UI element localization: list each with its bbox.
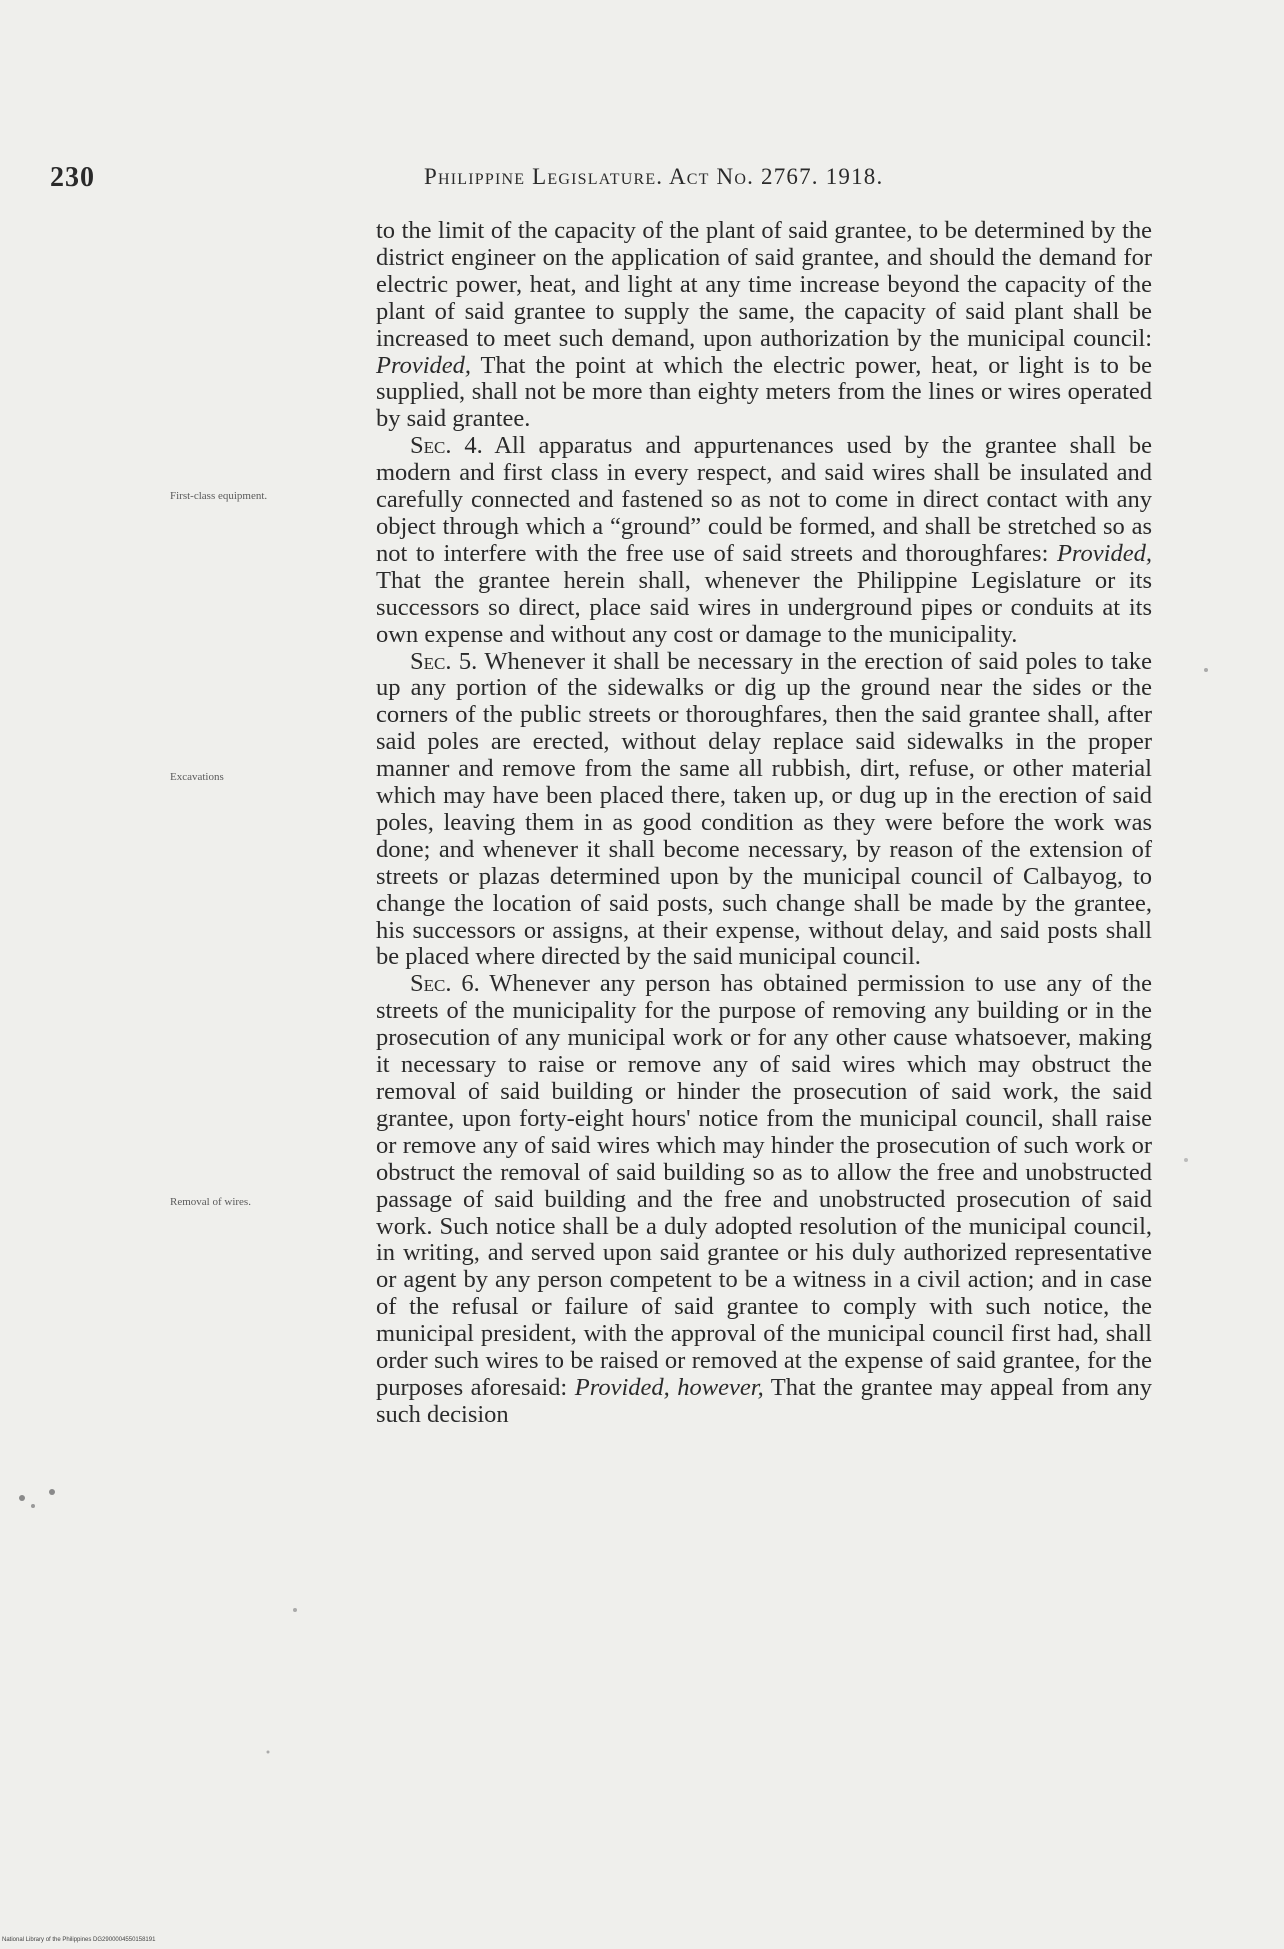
running-head: Philippine Legislature. Act No. 2767. 1918. [424,164,884,189]
section-label: Sec. 5. [410,647,478,675]
margin-note-removal-of-wires: Removal of wires. [170,1196,251,1208]
section-4: Sec. 4. All apparatus and appurtenances used by the grantee shall be modern and first class in every respect, and said wires shall be insulated and carefully connected and fastened so as not to come in direct contact with any object through which a “ground” could be formed, and shall be stretched so as not to interfere with the free use of said streets and thoroughfares: Provided, That the grantee herein shall, whenever the Philippine Legislature or its successors so direct, place said wires in underground pipes or conduits at its own expense and without any cost or damage to the municipality. [376,432,1152,648]
section-label: Sec. 6. [410,970,480,998]
footer-credit: National Library of the Philippines DG2900004550158191 [2,1937,156,1943]
section-5: Sec. 5. Whenever it shall be necessary in the erection of said poles to take up any portion of the sidewalks or dig up the ground near the sides or the corners of the public streets or thoroughfares, then the said grantee shall, after said poles are erected, without delay replace said sidewalks in the proper manner and remove from the same all rubbish, dirt, refuse, or other material which may have been placed there, taken up, or dug up in the erection of said poles, leaving them in as good condition as they were before the work was done; and whenever it shall become necessary, by reason of the extension of streets or plazas determined upon by the municipal council of Calbayog, to change the location of said posts, such change shall be made by the grantee, his successors or assigns, at their expense, without delay, and said posts shall be placed where directed by the said municipal council. [376,647,1152,971]
proviso-italic: Provided, however, [574,1373,764,1401]
margin-note-first-class-equipment: First-class equipment. [170,490,268,502]
margin-note-excavations: Excavations [170,771,224,783]
section-label: Sec. 4. [410,432,483,460]
section-6: Sec. 6. Whenever any person has obtained permission to use any of the streets of the municipality for the purpose of removing any building or in the prosecution of any municipal work or for any other cause whatsoever, making it necessary to raise or remove any of said wires which may obstruct the removal of said building or hinder the prosecution of said work, the said grantee, upon forty-eight hours' notice from the municipal council, shall raise or remove any of said wires which may hinder the prosecution of such work or obstruct the removal of said building so as to allow the free and unobstructed passage of said building and the free and unobstructed prosecution of said work. Such notice shall be a duly adopted resolution of the municipal council, in writing, and served upon said grantee or his duly authorized representative or agent by any person competent to be a witness in a civil action; and in case of the refusal or failure of said grantee to comply with such notice, the municipal president, with the approval of the municipal council first had, shall order such wires to be raised or removed at the expense of said grantee, for the purposes aforesaid: Provided, however, That the grantee may appeal from any such decision [376,970,1152,1428]
proviso-italic: Provided, [1056,539,1152,567]
page-body [376,218,1152,1429]
continued-paragraph: to the limit of the capacity of the plant of said grantee, to be determined by the district engineer on the application of said grantee, and should the demand for electric power, heat, and light at any time increase beyond the capacity of the plant of said grantee to supply the same, the capacity of said plant shall be increased to meet such demand, upon authorization by the municipal council: Provided, That the point at which the electric power, heat, or light is to be supplied, shall not be more than eighty meters from the lines or wires operated by said grantee. [376,217,1152,433]
proviso-italic: Provided, [376,351,472,379]
page-number: 230 [50,162,95,193]
